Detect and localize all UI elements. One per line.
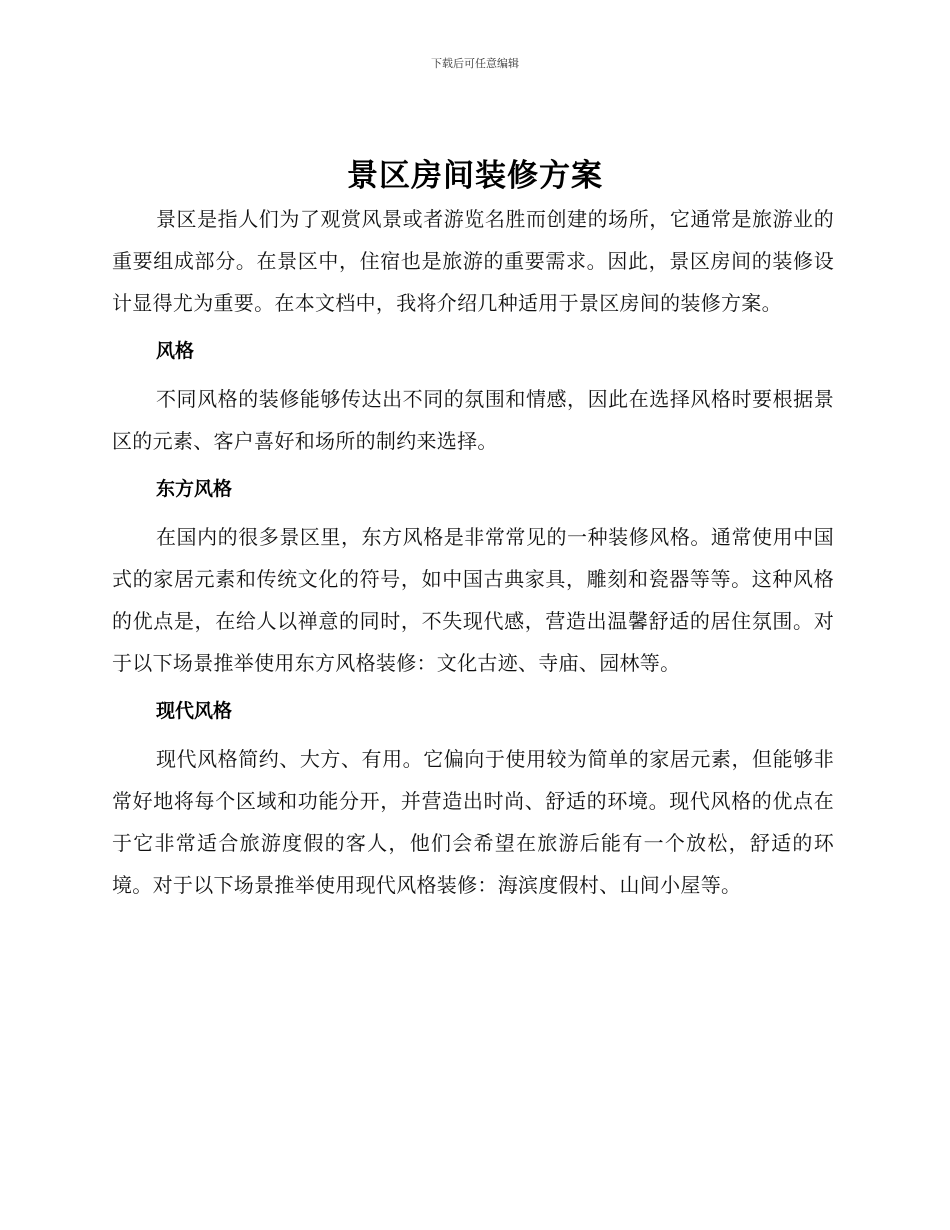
section-paragraph: 现代风格简约、大方、有用。它偏向于使用较为简单的家居元素，但能够非常好地将每个区域和功能分开，并营造出时尚、舒适的环境。现代风格的优点在于它非常适合旅游度假的客人，他们会希望在旅游后能有一个放松，舒适的环境。对于以下场景推举使用现代风格装修：海滨度假村、山间小屋等。 bbox=[112, 747, 834, 897]
section-heading: 现代风格 bbox=[156, 700, 233, 722]
section-heading: 东方风格 bbox=[156, 478, 233, 500]
intro-paragraph: 景区是指人们为了观赏风景或者游览名胜而创建的场所，它通常是旅游业的重要组成部分。在景区中，住宿也是旅游的重要需求。因此，景区房间的装修设计显得尤为重要。在本文档中，我将介绍几种适用于景区房间的装修方案。 bbox=[112, 207, 834, 315]
section-paragraph: 不同风格的装修能够传达出不同的氛围和情感，因此在选择风格时要根据景区的元素、客户喜好和场所的制约来选择。 bbox=[112, 387, 834, 453]
section-style bbox=[112, 336, 834, 462]
section-modern-style bbox=[112, 696, 834, 906]
document-body bbox=[112, 198, 834, 906]
section-heading: 风格 bbox=[156, 340, 195, 362]
section-paragraph: 在国内的很多景区里，东方风格是非常常见的一种装修风格。通常使用中国式的家居元素和传统文化的符号，如中国古典家具，雕刻和瓷器等等。这种风格的优点是，在给人以禅意的同时，不失现代感，营造出温馨舒适的居住氛围。对于以下场景推举使用东方风格装修：文化古迹、寺庙、园林等。 bbox=[112, 525, 834, 675]
section-eastern-style bbox=[112, 474, 834, 684]
page-header-note: 下载后可任意编辑 bbox=[431, 57, 519, 70]
document-title: 景区房间装修方案 bbox=[347, 158, 603, 194]
